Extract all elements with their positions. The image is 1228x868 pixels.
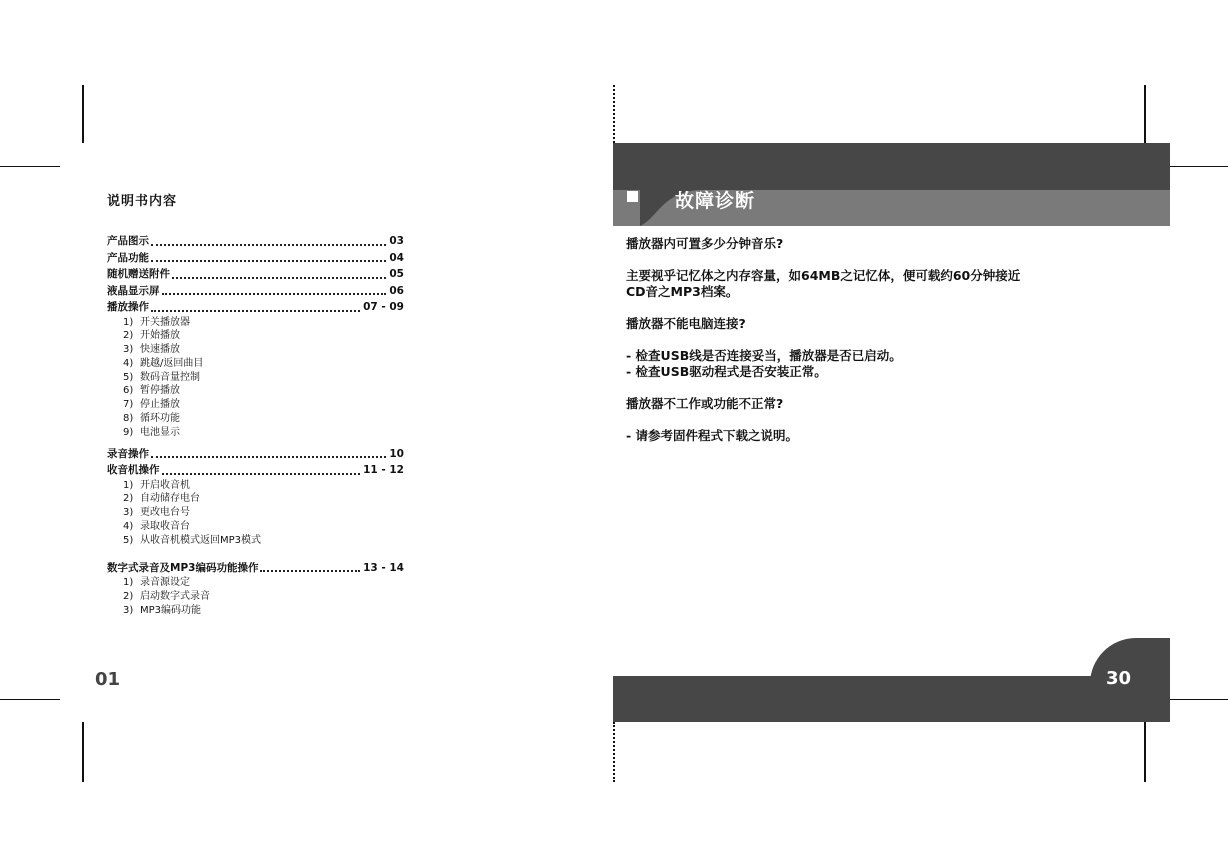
toc-sub-num: 1) <box>123 577 134 589</box>
toc-sub-num: 2) <box>123 330 134 342</box>
faq-question: 播放器不工作或功能不正常? <box>626 396 784 411</box>
footer-band <box>613 676 1170 722</box>
toc-sub-num: 6) <box>123 385 134 397</box>
page-number-left: 01 <box>95 669 121 690</box>
toc-entry-page: 05 <box>389 268 404 280</box>
toc-sub-text: 从收音机模式返回MP3模式 <box>140 534 262 546</box>
toc-sub-text: 录取收音台 <box>140 521 190 533</box>
toc-sub-text: 停止播放 <box>140 399 180 411</box>
toc-sub-item <box>123 492 404 506</box>
toc-sub-item <box>123 426 404 440</box>
faq-answer <box>626 428 1146 444</box>
toc-sub-text: 录音源设定 <box>140 577 190 589</box>
toc-sub-text: 数码音量控制 <box>140 371 200 383</box>
dot-leader <box>151 244 386 246</box>
faq-answer-line: 主要视乎记忆体之内存容量，如64MB之记忆体，便可载约60分钟接近 <box>626 268 1021 283</box>
toc-sub-item <box>123 329 404 343</box>
toc-entry <box>107 446 404 463</box>
toc-entry-label: 产品功能 <box>107 251 149 264</box>
toc-sub-text: 快速播放 <box>140 344 180 356</box>
crop-mark <box>1144 722 1146 782</box>
toc-sub-num: 7) <box>123 399 134 411</box>
toc-sub-num: 1) <box>123 479 134 491</box>
toc-entry-page: 06 <box>389 284 404 297</box>
toc-entry-page: 10 <box>389 447 404 460</box>
faq-answer-line: - 检查USB驱动程式是否安装正常。 <box>626 364 827 379</box>
toc-sub-text: 暂停播放 <box>140 385 180 397</box>
toc-title: 说明书内容 <box>107 194 178 209</box>
toc-entry-page: 11 - 12 <box>363 464 404 477</box>
toc-sublist <box>123 576 404 617</box>
dot-leader <box>151 456 386 458</box>
toc-sublist <box>123 316 404 440</box>
toc-sub-num: 9) <box>123 426 134 438</box>
toc-sub-text: MP3编码功能 <box>140 604 202 616</box>
toc-entry <box>107 462 404 479</box>
toc-sub-item <box>123 479 404 493</box>
toc-sub-num: 5) <box>123 534 134 546</box>
toc-entry-label: 录音操作 <box>107 447 149 460</box>
toc-sub-text: 电池显示 <box>140 426 180 438</box>
faq-answer-line: CD音之MP3档案。 <box>626 284 739 299</box>
toc-entry <box>107 560 404 577</box>
toc-sub-item <box>123 590 404 604</box>
toc-entry-page: 03 <box>389 235 404 247</box>
toc-entry <box>107 266 404 283</box>
toc-sublist <box>123 479 404 548</box>
fold-line <box>613 722 615 782</box>
page-number-right: 30 <box>1106 668 1132 689</box>
faq-answer-line: - 请参考固件程式下载之说明。 <box>626 428 799 443</box>
dot-leader <box>151 310 360 312</box>
faq-question: 播放器内可置多少分钟音乐? <box>626 236 784 251</box>
toc-entry-label: 收音机操作 <box>107 464 160 477</box>
toc-sub-item <box>123 412 404 426</box>
toc-sub-num: 3) <box>123 344 134 356</box>
dot-leader <box>260 570 360 572</box>
toc-entry <box>107 283 404 300</box>
toc-sub-item <box>123 534 404 548</box>
dot-leader <box>172 277 386 279</box>
toc-entry-label: 液晶显示屏 <box>107 284 160 297</box>
dot-leader <box>162 473 361 475</box>
toc-sub-item <box>123 398 404 412</box>
square-bullet-icon <box>627 191 638 202</box>
toc-sub-text: 开始播放 <box>140 330 180 342</box>
crop-mark <box>82 85 84 143</box>
toc-sub-item <box>123 343 404 357</box>
toc-sub-num: 8) <box>123 413 134 425</box>
faq-answer <box>626 268 1146 300</box>
toc-sub-item <box>123 316 404 330</box>
toc-entry-label: 播放操作 <box>107 301 149 313</box>
toc-sub-num: 3) <box>123 604 134 616</box>
toc-entry-page: 13 - 14 <box>363 561 404 574</box>
toc-entry <box>107 250 404 267</box>
toc-sub-num: 2) <box>123 493 134 505</box>
toc-sub-text: 跳越/返回曲目 <box>140 357 204 369</box>
faq-list <box>626 236 1146 460</box>
toc-sub-text: 开关播放器 <box>140 316 190 328</box>
dot-leader <box>151 260 386 262</box>
toc-sub-num: 1) <box>123 316 134 328</box>
toc-sub-num: 4) <box>123 357 134 369</box>
toc-sub-item <box>123 506 404 520</box>
crop-mark <box>0 166 60 167</box>
dot-leader <box>162 293 387 295</box>
toc-entry-label: 产品图示 <box>107 235 149 247</box>
toc-sub-text: 启动数字式录音 <box>140 590 210 602</box>
toc-sub-item <box>123 576 404 590</box>
toc-sub-text: 开启收音机 <box>140 479 190 491</box>
faq-question: 播放器不能电脑连接? <box>626 316 746 331</box>
toc-sub-item <box>123 520 404 534</box>
faq-answer <box>626 348 1146 380</box>
toc-entry-page: 07 - 09 <box>363 301 404 313</box>
crop-mark <box>0 699 60 700</box>
toc-entry-label: 随机赠送附件 <box>107 268 170 280</box>
toc-sub-text: 循环功能 <box>140 413 180 425</box>
section-title: 故障诊断 <box>675 190 756 212</box>
toc-sub-num: 5) <box>123 371 134 383</box>
toc-sub-num: 2) <box>123 590 134 602</box>
toc-sub-item <box>123 604 404 618</box>
toc-sub-item <box>123 357 404 371</box>
toc-entry <box>107 233 404 250</box>
toc-sub-num: 4) <box>123 521 134 533</box>
toc-sub-item <box>123 371 404 385</box>
toc-sub-text: 更改电台号 <box>140 507 190 519</box>
toc-entry <box>107 299 404 316</box>
crop-mark <box>82 722 84 782</box>
toc-sub-text: 自动储存电台 <box>140 493 200 505</box>
crop-mark <box>1170 166 1228 167</box>
faq-answer-line: - 检查USB线是否连接妥当，播放器是否已启动。 <box>626 348 902 363</box>
toc-sub-item <box>123 384 404 398</box>
toc-entry-page: 04 <box>389 251 404 264</box>
toc-entry-label: 数字式录音及MP3编码功能操作 <box>107 561 259 574</box>
fold-line <box>613 85 615 143</box>
toc-list <box>107 233 404 624</box>
crop-mark <box>1144 85 1146 143</box>
toc-sub-num: 3) <box>123 507 134 519</box>
crop-mark <box>1170 699 1228 700</box>
